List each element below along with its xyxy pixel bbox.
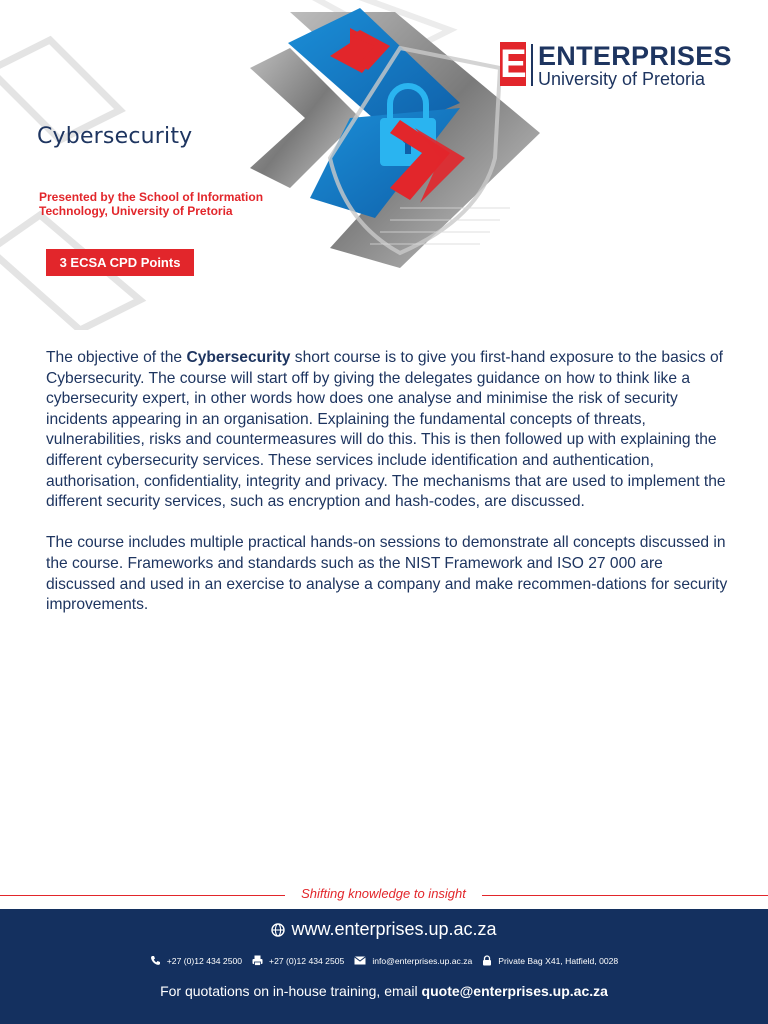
logo-subtitle: University of Pretoria: [538, 69, 706, 89]
enterprises-logo[interactable]: [500, 42, 730, 90]
tagline-rule-left: [0, 895, 285, 896]
quotation-line: [0, 983, 768, 999]
cpd-points-badge: 3 ECSA CPD Points: [46, 249, 194, 276]
page-title: Cybersecurity: [37, 124, 193, 149]
contact-email[interactable]: [354, 956, 472, 966]
quote-email-link[interactable]: quote@enterprises.up.ac.za: [421, 983, 608, 999]
logo-name: ENTERPRISES: [538, 41, 732, 71]
website-row: [0, 919, 768, 940]
fax-icon: [252, 955, 263, 966]
tagline-rule-right: [482, 895, 768, 896]
contact-phone[interactable]: [150, 955, 242, 966]
website-link[interactable]: www.enterprises.up.ac.za: [291, 919, 497, 939]
address-text: Private Bag X41, Hatfield, 0028: [498, 955, 619, 966]
email-text: info@enterprises.up.ac.za: [372, 955, 473, 966]
quote-lead: For quotations on in-house training, email: [160, 983, 422, 999]
contact-row: [0, 955, 768, 966]
p1-rest: short course is to give you first-hand exposure to the basics of Cybersecurity. The course will start off by giving the delegates guidance on how to think like a cybersecurity expert, in other words how does one analyse and minimise the risk of security incidents appearing in an organisation. Explaining the fundamental concepts of threats, vulnerabilities, risks and countermeasures will do this. This is then followed up with explaining the different cybersecurity services. These services include identification and authentication, authorisation, confidentiality, integrity and privacy. The mechanisms that are used to implement the different security services, such as encryption and hash-codes, are discussed.: [46, 349, 726, 511]
description-paragraph-2: The course includes multiple practical hands-on sessions to demonstrate all concepts discussed in the course. Frameworks and standards such as the NIST Framework and ISO 27 000 are discussed and used in an exercise to analyse a company and make recommen-dations for security improvements.: [46, 534, 728, 614]
fax-text: +27 (0)12 434 2505: [269, 955, 345, 966]
tagline: Shifting knowledge to insight: [301, 886, 466, 901]
p1-bold: Cybersecurity: [186, 349, 291, 366]
presenter-text: Presented by the School of Information Technology, University of Pretoria: [39, 190, 264, 218]
p1-lead: The objective of the: [46, 349, 187, 366]
contact-fax[interactable]: [252, 955, 344, 966]
course-description: [46, 348, 730, 636]
mailbox-icon: [482, 955, 492, 966]
logo-letter: E: [500, 42, 527, 86]
phone-text: +27 (0)12 434 2500: [166, 955, 243, 966]
contact-address: [482, 955, 618, 966]
globe-icon: [271, 923, 285, 937]
description-paragraph-1: [46, 348, 730, 513]
footer: [0, 909, 768, 1024]
mail-icon: [354, 956, 366, 965]
logo-divider: [531, 44, 533, 86]
phone-icon: [150, 955, 161, 966]
